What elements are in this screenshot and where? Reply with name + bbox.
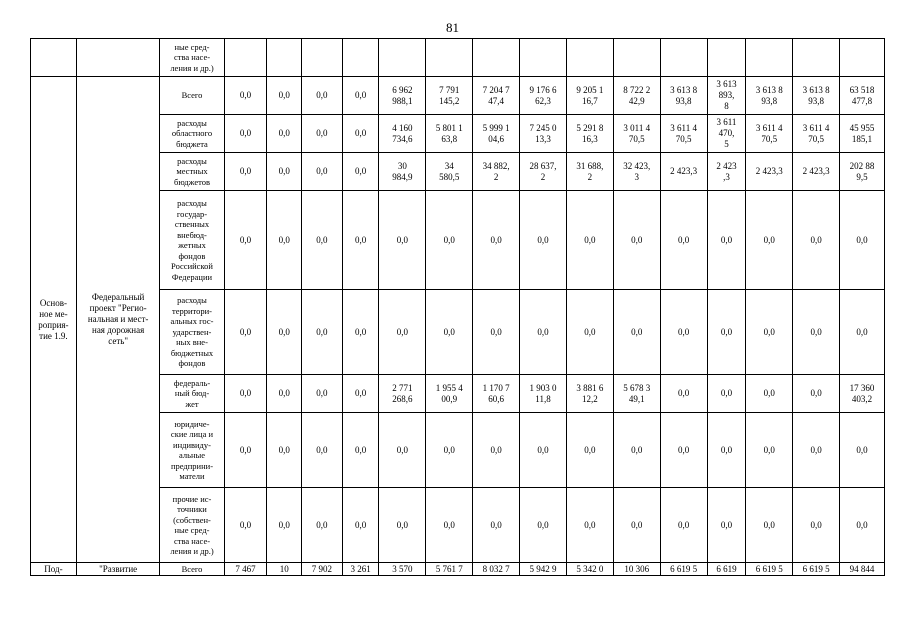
value-cell: 0,0 bbox=[302, 77, 343, 115]
value-cell bbox=[660, 39, 707, 77]
funding-source-cell: ные сред- ства насе- ления и др.) bbox=[160, 39, 224, 77]
value-cell: 5 291 8 16,3 bbox=[566, 115, 613, 153]
value-cell: 0,0 bbox=[746, 375, 793, 413]
value-cell: 7 902 bbox=[302, 563, 343, 576]
value-cell: 3 613 8 93,8 bbox=[746, 77, 793, 115]
value-cell: 10 bbox=[267, 563, 302, 576]
value-cell: 0,0 bbox=[707, 290, 746, 375]
value-cell bbox=[426, 39, 473, 77]
value-cell bbox=[342, 39, 379, 77]
value-cell: 1 903 0 11,8 bbox=[520, 375, 567, 413]
value-cell: 6 619 5 bbox=[746, 563, 793, 576]
value-cell: 3 613 8 93,8 bbox=[660, 77, 707, 115]
value-cell: 0,0 bbox=[707, 488, 746, 563]
value-cell: 0,0 bbox=[379, 290, 426, 375]
value-cell: 2 423,3 bbox=[793, 153, 840, 191]
value-cell bbox=[520, 39, 567, 77]
value-cell: 0,0 bbox=[473, 488, 520, 563]
value-cell: 0,0 bbox=[379, 191, 426, 290]
value-cell: 0,0 bbox=[520, 488, 567, 563]
project-cell bbox=[76, 39, 160, 77]
value-cell: 3 611 4 70,5 bbox=[660, 115, 707, 153]
value-cell: 0,0 bbox=[566, 290, 613, 375]
value-cell: 0,0 bbox=[302, 153, 343, 191]
value-cell: 5 678 3 49,1 bbox=[613, 375, 660, 413]
value-cell: 0,0 bbox=[302, 115, 343, 153]
value-cell: 0,0 bbox=[520, 413, 567, 488]
value-cell: 3 570 bbox=[379, 563, 426, 576]
value-cell: 7 245 0 13,3 bbox=[520, 115, 567, 153]
value-cell: 3 881 6 12,2 bbox=[566, 375, 613, 413]
value-cell: 0,0 bbox=[342, 191, 379, 290]
value-cell: 202 88 9,5 bbox=[840, 153, 885, 191]
project-label: Федеральный проект "Регио- нальная и мест- ная дорожная сеть" bbox=[76, 77, 160, 563]
value-cell: 0,0 bbox=[707, 413, 746, 488]
value-cell: 0,0 bbox=[267, 375, 302, 413]
value-cell: 0,0 bbox=[267, 413, 302, 488]
funding-source-cell: расходы территори- альных гос- ударствен- ных вне- бюджетных фондов bbox=[160, 290, 224, 375]
funding-source-cell: расходы областного бюджета bbox=[160, 115, 224, 153]
value-cell: 3 611 4 70,5 bbox=[746, 115, 793, 153]
value-cell: 0,0 bbox=[473, 413, 520, 488]
value-cell: 0,0 bbox=[660, 413, 707, 488]
value-cell: 2 423 ,3 bbox=[707, 153, 746, 191]
measure-label: Основ- ное ме- роприя- тие 1.9. bbox=[31, 77, 77, 563]
value-cell: 0,0 bbox=[267, 191, 302, 290]
value-cell: 0,0 bbox=[793, 488, 840, 563]
value-cell: 0,0 bbox=[302, 413, 343, 488]
value-cell: 5 761 7 bbox=[426, 563, 473, 576]
value-cell: 0,0 bbox=[224, 115, 267, 153]
value-cell bbox=[224, 39, 267, 77]
budget-table bbox=[30, 38, 885, 576]
value-cell: 3 611 4 70,5 bbox=[793, 115, 840, 153]
budget-table-body bbox=[31, 39, 885, 576]
value-cell: 0,0 bbox=[840, 488, 885, 563]
table-row bbox=[31, 39, 885, 77]
value-cell: 7 204 7 47,4 bbox=[473, 77, 520, 115]
value-cell: 3 011 4 70,5 bbox=[613, 115, 660, 153]
value-cell: 0,0 bbox=[660, 375, 707, 413]
value-cell: 0,0 bbox=[426, 191, 473, 290]
value-cell: 0,0 bbox=[267, 153, 302, 191]
value-cell: 7 791 145,2 bbox=[426, 77, 473, 115]
value-cell: 3 613 8 93,8 bbox=[793, 77, 840, 115]
value-cell: 0,0 bbox=[224, 413, 267, 488]
value-cell: 8 032 7 bbox=[473, 563, 520, 576]
value-cell: 2 423,3 bbox=[660, 153, 707, 191]
value-cell: 0,0 bbox=[746, 413, 793, 488]
value-cell: 9 176 6 62,3 bbox=[520, 77, 567, 115]
value-cell: 0,0 bbox=[426, 290, 473, 375]
value-cell: 0,0 bbox=[566, 191, 613, 290]
value-cell: 0,0 bbox=[660, 191, 707, 290]
funding-source-cell: Всего bbox=[160, 563, 224, 576]
value-cell: 0,0 bbox=[566, 488, 613, 563]
funding-source-cell: Всего bbox=[160, 77, 224, 115]
value-cell: 3 611 470, 5 bbox=[707, 115, 746, 153]
value-cell: 0,0 bbox=[746, 290, 793, 375]
value-cell: 0,0 bbox=[267, 77, 302, 115]
value-cell: 0,0 bbox=[342, 413, 379, 488]
value-cell: 5 342 0 bbox=[566, 563, 613, 576]
value-cell: 0,0 bbox=[473, 290, 520, 375]
value-cell: 0,0 bbox=[267, 290, 302, 375]
measure-cell bbox=[31, 39, 77, 77]
value-cell: 0,0 bbox=[707, 375, 746, 413]
value-cell: 0,0 bbox=[660, 290, 707, 375]
value-cell: 0,0 bbox=[224, 488, 267, 563]
funding-source-cell: расходы государ- ственных внебюд- жетных фондов Российской Федерации bbox=[160, 191, 224, 290]
value-cell: 0,0 bbox=[426, 488, 473, 563]
value-cell: 1 170 7 60,6 bbox=[473, 375, 520, 413]
value-cell: 1 955 4 00,9 bbox=[426, 375, 473, 413]
value-cell: 6 619 5 bbox=[660, 563, 707, 576]
page-number: 81 bbox=[446, 20, 459, 35]
value-cell: 0,0 bbox=[342, 488, 379, 563]
value-cell: 7 467 bbox=[224, 563, 267, 576]
value-cell: 0,0 bbox=[613, 290, 660, 375]
value-cell: 0,0 bbox=[302, 488, 343, 563]
value-cell: 0,0 bbox=[342, 153, 379, 191]
value-cell: 2 771 268,6 bbox=[379, 375, 426, 413]
value-cell bbox=[793, 39, 840, 77]
value-cell: 0,0 bbox=[302, 290, 343, 375]
value-cell: 28 637, 2 bbox=[520, 153, 567, 191]
value-cell: 9 205 1 16,7 bbox=[566, 77, 613, 115]
funding-source-cell: расходы местных бюджетов bbox=[160, 153, 224, 191]
value-cell: 0,0 bbox=[267, 115, 302, 153]
value-cell: 0,0 bbox=[302, 375, 343, 413]
value-cell: 34 580,5 bbox=[426, 153, 473, 191]
value-cell: 4 160 734,6 bbox=[379, 115, 426, 153]
value-cell: 0,0 bbox=[793, 413, 840, 488]
value-cell: 0,0 bbox=[746, 488, 793, 563]
value-cell: 0,0 bbox=[342, 115, 379, 153]
value-cell bbox=[473, 39, 520, 77]
value-cell: 0,0 bbox=[707, 191, 746, 290]
value-cell: 6 619 5 bbox=[793, 563, 840, 576]
value-cell bbox=[613, 39, 660, 77]
value-cell: 0,0 bbox=[520, 290, 567, 375]
value-cell: 0,0 bbox=[342, 375, 379, 413]
value-cell: 0,0 bbox=[224, 290, 267, 375]
value-cell: 5 999 1 04,6 bbox=[473, 115, 520, 153]
value-cell bbox=[566, 39, 613, 77]
value-cell: 8 722 2 42,9 bbox=[613, 77, 660, 115]
value-cell: 0,0 bbox=[224, 375, 267, 413]
value-cell: 6 962 988,1 bbox=[379, 77, 426, 115]
value-cell: 5 942 9 bbox=[520, 563, 567, 576]
budget-table-container bbox=[30, 38, 885, 576]
value-cell: 5 801 1 63,8 bbox=[426, 115, 473, 153]
value-cell bbox=[840, 39, 885, 77]
value-cell: 0,0 bbox=[267, 488, 302, 563]
value-cell: 0,0 bbox=[793, 290, 840, 375]
measure-cell: Под- bbox=[31, 563, 77, 576]
value-cell: 94 844 bbox=[840, 563, 885, 576]
value-cell bbox=[707, 39, 746, 77]
value-cell: 0,0 bbox=[379, 413, 426, 488]
value-cell: 0,0 bbox=[473, 191, 520, 290]
value-cell: 0,0 bbox=[840, 290, 885, 375]
value-cell: 0,0 bbox=[613, 191, 660, 290]
value-cell: 0,0 bbox=[302, 191, 343, 290]
value-cell bbox=[267, 39, 302, 77]
value-cell: 0,0 bbox=[613, 488, 660, 563]
value-cell: 0,0 bbox=[793, 375, 840, 413]
value-cell: 10 306 bbox=[613, 563, 660, 576]
value-cell: 0,0 bbox=[660, 488, 707, 563]
value-cell: 0,0 bbox=[793, 191, 840, 290]
value-cell: 2 423,3 bbox=[746, 153, 793, 191]
value-cell: 0,0 bbox=[566, 413, 613, 488]
funding-source-cell: юридиче- ские лица и индивиду- альные предприни- матели bbox=[160, 413, 224, 488]
table-row bbox=[31, 563, 885, 576]
value-cell: 0,0 bbox=[224, 153, 267, 191]
value-cell: 0,0 bbox=[840, 191, 885, 290]
value-cell: 45 955 185,1 bbox=[840, 115, 885, 153]
value-cell: 6 619 bbox=[707, 563, 746, 576]
table-row bbox=[31, 77, 885, 115]
value-cell: 0,0 bbox=[224, 191, 267, 290]
value-cell: 0,0 bbox=[746, 191, 793, 290]
value-cell: 3 261 bbox=[342, 563, 379, 576]
value-cell: 63 518 477,8 bbox=[840, 77, 885, 115]
value-cell: 31 688, 2 bbox=[566, 153, 613, 191]
value-cell: 0,0 bbox=[520, 191, 567, 290]
value-cell: 30 984,9 bbox=[379, 153, 426, 191]
value-cell bbox=[302, 39, 343, 77]
project-cell: "Развитие bbox=[76, 563, 160, 576]
funding-source-cell: прочие ис- точники (собствен- ные сред- ства насе- ления и др.) bbox=[160, 488, 224, 563]
value-cell bbox=[746, 39, 793, 77]
value-cell: 0,0 bbox=[426, 413, 473, 488]
value-cell: 0,0 bbox=[224, 77, 267, 115]
value-cell: 17 360 403,2 bbox=[840, 375, 885, 413]
value-cell: 34 882, 2 bbox=[473, 153, 520, 191]
value-cell: 0,0 bbox=[342, 290, 379, 375]
value-cell: 0,0 bbox=[613, 413, 660, 488]
value-cell bbox=[379, 39, 426, 77]
funding-source-cell: федераль- ный бюд- жет bbox=[160, 375, 224, 413]
value-cell: 0,0 bbox=[342, 77, 379, 115]
value-cell: 3 613 893, 8 bbox=[707, 77, 746, 115]
value-cell: 0,0 bbox=[840, 413, 885, 488]
value-cell: 32 423, 3 bbox=[613, 153, 660, 191]
value-cell: 0,0 bbox=[379, 488, 426, 563]
